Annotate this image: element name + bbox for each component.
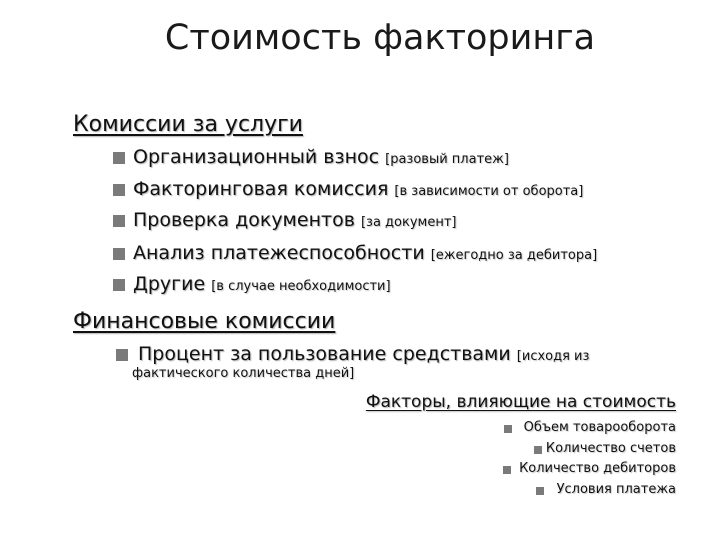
- bullet-icon: [113, 184, 125, 196]
- bullet-icon: [536, 487, 544, 495]
- factor-item: Условия платежа: [556, 482, 676, 497]
- list-item: [133, 146, 509, 168]
- service-fees-heading: Комиссии за услуги: [73, 112, 303, 137]
- financial-fee-note: [исходя из: [516, 349, 590, 364]
- page-title: Стоимость факторинга: [164, 18, 596, 58]
- financial-fee-note-continuation: фактического количества дней]: [132, 366, 355, 381]
- list-item: [133, 242, 597, 264]
- factor-item: Количество дебиторов: [519, 461, 676, 476]
- financial-fee-label: Процент за пользование средствами: [138, 343, 511, 365]
- factors-heading: Факторы, влияющие на стоимость: [365, 392, 676, 412]
- service-fee-note: [в случае необходимости]: [211, 279, 391, 294]
- service-fee-label: Другие: [133, 273, 206, 295]
- bullet-icon: [534, 446, 542, 454]
- service-fee-note: [в зависимости от оборота]: [394, 184, 584, 199]
- bullet-icon: [113, 279, 125, 291]
- list-item: [133, 273, 391, 295]
- list-item: [133, 178, 583, 200]
- service-fee-label: Проверка документов: [133, 209, 355, 231]
- service-fee-label: Факторинговая комиссия: [133, 178, 389, 200]
- financial-fees-heading: Финансовые комиссии: [73, 309, 336, 334]
- service-fee-note: [разовый платеж]: [385, 152, 509, 167]
- list-item: [138, 343, 589, 365]
- bullet-icon: [113, 152, 125, 164]
- bullet-icon: [113, 248, 125, 260]
- list-item: [133, 209, 456, 231]
- bullet-icon: [113, 215, 125, 227]
- service-fee-label: Организационный взнос: [133, 146, 380, 168]
- bullet-icon: [116, 349, 128, 361]
- factor-item: Объем товарооборота: [523, 420, 676, 435]
- bullet-icon: [504, 425, 512, 433]
- service-fee-label: Анализ платежеспособности: [133, 242, 425, 264]
- bullet-icon: [503, 466, 511, 474]
- service-fee-note: [за документ]: [360, 215, 457, 230]
- service-fee-note: [ежегодно за дебитора]: [430, 248, 598, 263]
- factor-item: Количество счетов: [545, 441, 676, 456]
